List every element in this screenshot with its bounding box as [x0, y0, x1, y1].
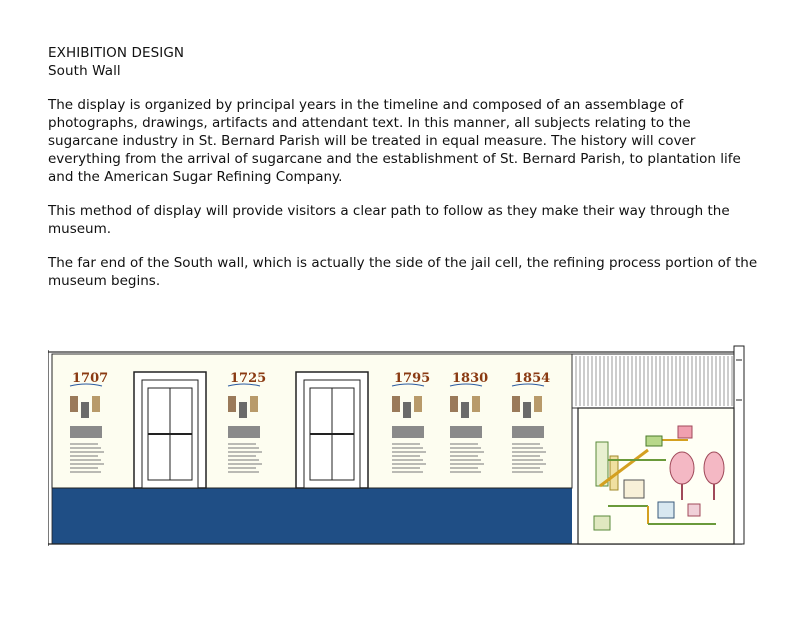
- blue-wainscot: [52, 488, 572, 544]
- artifact-image: [239, 402, 247, 418]
- photograph: [70, 426, 102, 438]
- panel-year-label: 1725: [230, 371, 267, 386]
- artifact-image: [523, 402, 531, 418]
- document-subtitle: South Wall: [48, 63, 121, 79]
- panel-year-label: 1707: [72, 371, 109, 386]
- panel-year-label: 1795: [394, 371, 431, 386]
- artifact-image: [70, 396, 78, 412]
- artifact-image: [534, 396, 542, 412]
- artifact-image: [392, 396, 400, 412]
- photograph: [450, 426, 482, 438]
- artifact-image: [450, 396, 458, 412]
- south-wall-elevation-drawing: [48, 340, 758, 552]
- artifact-image: [461, 402, 469, 418]
- artifact-image: [403, 402, 411, 418]
- artifact-image: [92, 396, 100, 412]
- window-right: [296, 372, 368, 488]
- artifact-image: [81, 402, 89, 418]
- photograph: [512, 426, 544, 438]
- paragraph-display-organization: The display is organized by principal years in the timeline and composed of an assemblage of photographs, drawings, artifacts and attendant text. In this manner, all subjects relating to the sugarcane industry in St. Bernard Parish will be treated in equal measure. The history will cover everything from the arrival of sugarcane and the establishment of St. Bernard Parish, to plantation life and the American Sugar Refining Company.: [48, 97, 741, 185]
- artifact-image: [512, 396, 520, 412]
- panel-year-label: 1854: [514, 371, 551, 386]
- artifact-image: [228, 396, 236, 412]
- photograph: [392, 426, 424, 438]
- document-title: EXHIBITION DESIGN: [48, 45, 185, 61]
- artifact-image: [472, 396, 480, 412]
- panel-year-label: 1830: [452, 371, 489, 386]
- artifact-image: [250, 396, 258, 412]
- paragraph-display-method: This method of display will provide visitors a clear path to follow as they make their way through the museum.: [48, 203, 730, 237]
- description-text-block: [48, 44, 758, 290]
- window-left: [134, 372, 206, 488]
- photograph: [228, 426, 260, 438]
- paragraph-far-end: The far end of the South wall, which is actually the side of the jail cell, the refining process portion of the museum begins.: [48, 255, 758, 289]
- artifact-image: [414, 396, 422, 412]
- end-column: [734, 346, 744, 544]
